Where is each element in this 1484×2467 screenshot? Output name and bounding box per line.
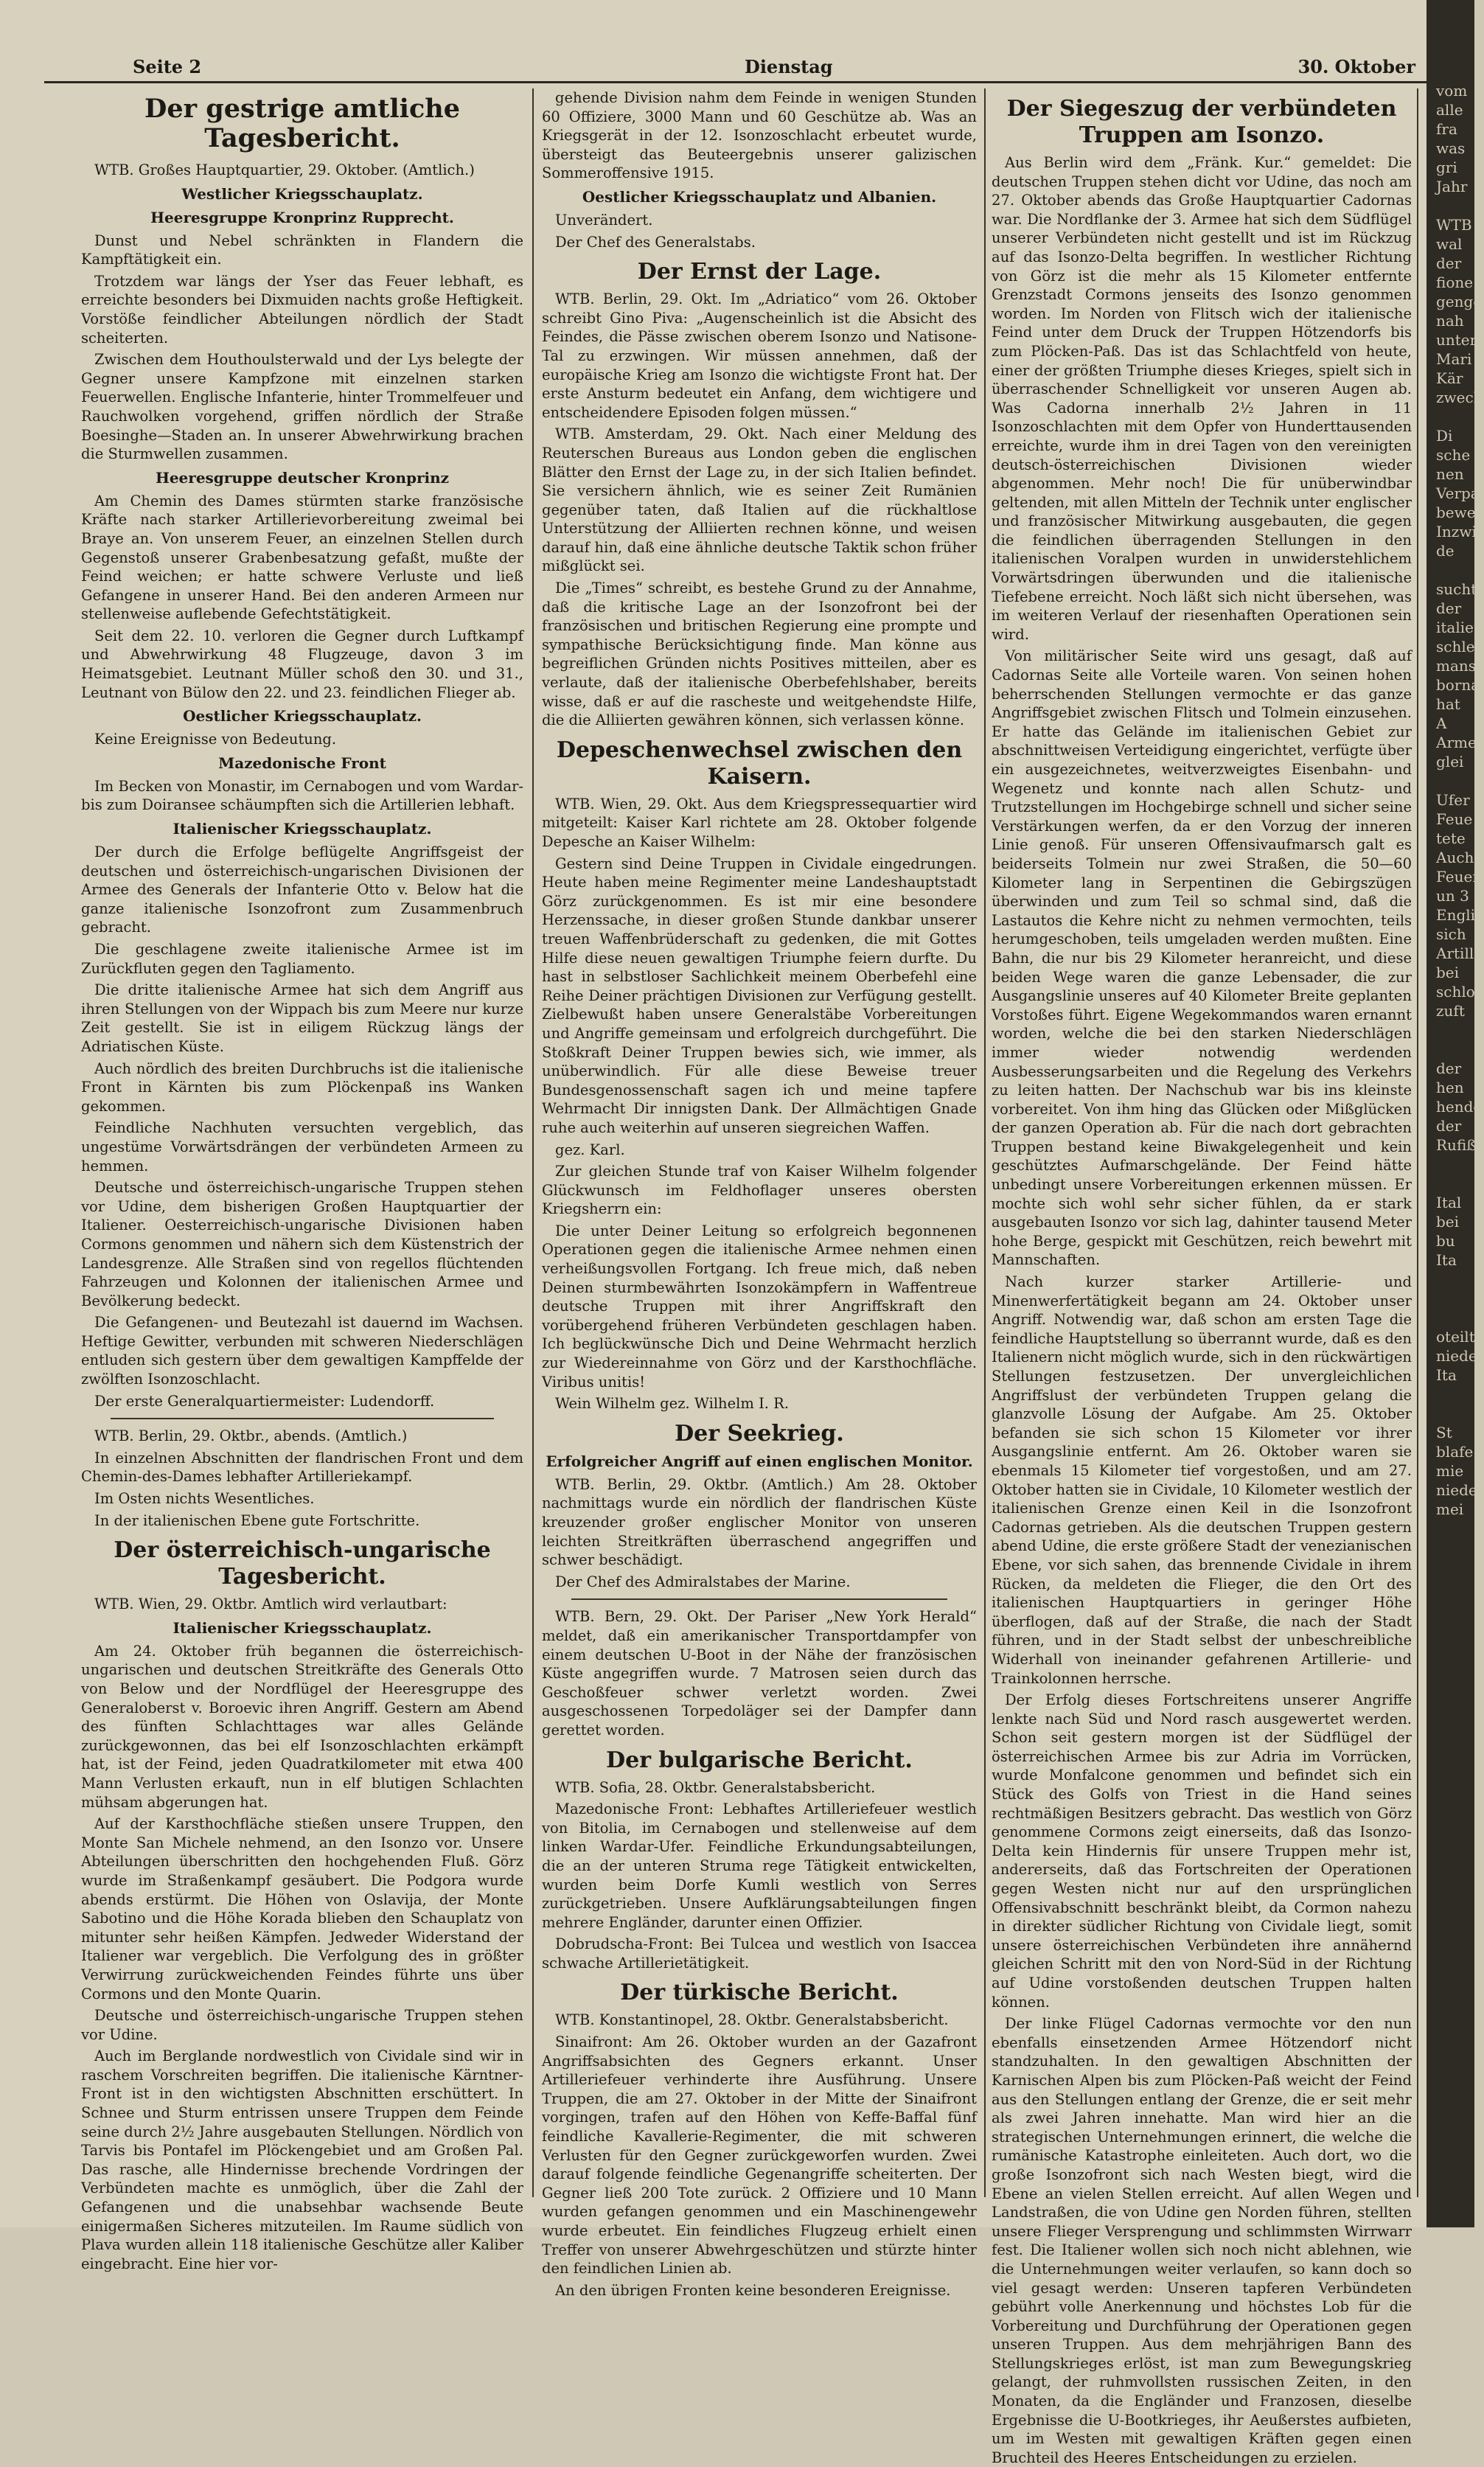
section-heading: Italienischer Kriegsschauplatz.	[173, 1618, 432, 1637]
column-2	[542, 88, 977, 2299]
paragraph: WTB. Wien, 29. Okt. Aus dem Kriegspressequartier wird mitgeteilt: Kaiser Karl richtete am 28. Oktober folgende Depesche an Kaiser Wilhelm:	[542, 795, 977, 850]
dateline: WTB. Berlin, 29. Oktbr., abends. (Amtlich.)	[94, 1427, 408, 1445]
subsection-heading: Erfolgreicher Angriff auf einen englischen Monitor.	[546, 1452, 973, 1470]
paragraph: Die „Times“ schreibt, es bestehe Grund zu der Annahme, daß die kritische Lage an der Isonzofront bei der französischen und britischen Regierung eine prompte und sympathische Berücksichtigung finde. Man könne aus begreiflichen Gründen nichts Positives mitteilen, aber es verlaute, daß der italienische Oberbefehlshaber, bereits wisse, daß er auf die rascheste und weitgehendste Hilfe, die die Alliierten gewähren können, sich verlassen könne.	[542, 580, 977, 729]
paragraph: Auf der Karsthochfläche stießen unsere Truppen, den Monte San Michele nehmend, an den Isonzo vor. Unsere Abteilungen überschritten den hochgehenden Fluß. Görz wurde im Straßenkampf gesäubert. Die Podgora wurde abends erstürmt. Die Höhen von Oslavija, der Monte Sabotino und die Höhe Korada blieben den Schauplatz von mitunter sehr heißen Kämpfen. Jedweder Widerstand der Italiener war vergeblich. Die Verfolgung des in größter Verwirrung zurückweichenden Feindes führte uns über Cormons und den Monte Quarin.	[81, 1815, 523, 2003]
paragraph: Auch nördlich des breiten Durchbruchs ist die italienische Front in Kärnten bis zum Plöckenpaß ins Wanken gekommen.	[81, 1059, 523, 1115]
subsection-heading: Heeresgruppe deutscher Kronprinz	[155, 468, 450, 487]
headline-naval-war: Der Seekrieg.	[675, 1420, 844, 1447]
paragraph: In einzelnen Abschnitten der flandrischen Front und dem Chemin-des-Dames lebhafter Artilleriekampf.	[81, 1449, 523, 1486]
paragraph: Zur gleichen Stunde traf von Kaiser Wilhelm folgender Glückwunsch im Feldhoflager unseres obersten Kriegsherrn ein:	[542, 1163, 977, 1218]
paragraph: Die unter Deiner Leitung so erfolgreich begonnenen Operationen gegen die italienische Armee nehmen einen verheißungsvollen Fortgang. Ich freue mich, daß neben Deinen sturmbewährten Isonzokämpfern in Waffentreue deutsche Truppen mit ihrer Angriffskraft den vorübergehend früheren Verbündeten geschlagen haben. Ich beglückwünsche Dich und Deine Wehrmacht herzlich zur Wiedereinnahme von Görz und der Karsthochfläche. Viribus unitis!	[542, 1222, 977, 1391]
headline-emperor-dispatches: Depeschenwechsel zwischen den Kaisern.	[556, 737, 963, 790]
paragraph: Feindliche Nachhuten versuchten vergeblich, das ungestüme Vorwärtsdrängen der verbündeten Armeen zu hemmen.	[81, 1119, 523, 1175]
column-3	[992, 88, 1412, 2466]
paragraph: gehende Division nahm dem Feinde in wenigen Stunden 60 Offiziere, 3000 Mann und 60 Geschütze ab. Was an Kriegsgerät in der 12. Isonzoschlacht erbeutet wurde, übersteigt das Beuteergebnis unserer galizischen Sommeroffensive 1915.	[542, 89, 977, 182]
divider	[111, 1418, 494, 1419]
headline-seriousness: Der Ernst der Lage.	[637, 259, 882, 285]
paragraph: WTB. Berlin, 29. Oktbr. (Amtlich.) Am 28. Oktober nachmittags wurde ein nördlich der flandrischen Küste kreuzender großer englischer Monitor von unseren leichten Streitkräften überraschend angegriffen und schwer beschädigt.	[542, 1475, 977, 1569]
column-rule	[1417, 88, 1418, 2197]
dateline: WTB. Sofia, 28. Oktbr. Generalstabsbericht.	[555, 1778, 876, 1796]
signature: Der Chef des Admiralstabes der Marine.	[555, 1573, 851, 1590]
paragraph: Die dritte italienische Armee hat sich dem Angriff aus ihren Stellungen von der Wippach bis zum Meere nur kurze Zeit gestellt. Sie ist in eiligem Rückzug längs der Adriatischen Küste.	[81, 981, 523, 1055]
signature: Der erste Generalquartiermeister: Ludendorff.	[94, 1392, 435, 1410]
paragraph: Am 24. Oktober früh begannen die österreichisch-ungarischen und deutschen Streitkräfte des Generals Otto von Below und der Nordflügel der Heeresgruppe des Generaloberst v. Boroevic ihren Angriff. Gestern am Abend des fünften Schlachttages war alles Gelände zurückgewonnen, das bei elf Isonzoschlachten erkämpft hat, ist der Feind, jeden Quadratkilometer mit etwa 400 Mann Verlusten erkauft, nun in elf blutigen Schlachten mühsam abgerungen hat.	[81, 1642, 523, 1811]
page-number: Seite 2	[133, 56, 202, 77]
paragraph: Im Becken von Monastir, im Cernabogen und vom Wardar- bis zum Doiransee schäumpften sich die Artillerien lebhaft.	[81, 777, 523, 814]
paragraph: Der durch die Erfolge beflügelte Angriffsgeist der deutschen und österreichisch-ungarischen Divisionen der Armee des Generals der Infanterie Otto v. Below hat die ganze italienische Isonzofront zum Zusammenbruch gebracht.	[81, 843, 523, 936]
section-heading: Italienischer Kriegsschauplatz.	[173, 820, 432, 838]
paragraph: Keine Ereignisse von Bedeutung.	[94, 731, 337, 748]
column-1	[81, 88, 523, 2272]
paragraph: Sinaifront: Am 26. Oktober wurden an der Gazafront Angriffsabsichten des Gegners erkannt. Unser Artilleriefeuer verhinderte ihre Ausführung. Unsere Truppen, die am 27. Oktober in der Mitte der Sinaifront vorgingen, trafen auf den Höhen von Keffe-Baffal fünf feindliche Kavallerie-Regimenter, die mit schweren Verlusten für den Gegner zurückgeworfen wurden. Zwei darauf folgende feindliche Gegenangriffe scheiterten. Der Gegner ließ 200 Tote zurück. 2 Offiziere und 10 Mann wurden gefangen genommen und ein Maschinengewehr wurde erbeutet. Ein feindliches Flugzeug erhielt einen Treffer von unserer Abwehrgeschützen und stürzte hinter den feindlichen Linien ab.	[542, 2033, 977, 2278]
headline-bulgarian-report: Der bulgarische Bericht.	[606, 1747, 913, 1773]
section-heading: Oestlicher Kriegsschauplatz und Albanien.	[582, 187, 937, 206]
paragraph: Auch im Berglande nordwestlich von Cividale sind wir in raschem Vorschreiten begriffen. Die italienische Kärntner-Front ist in den wichtigsten Abschnitten erschüttert. In Schnee und Sturm entrissen unsere Truppen dem Feinde seine durch 2½ Jahre ausgebauten Stellungen. Nördlich von Tarvis bis Pontafel im Plöckengebiet und am Großen Pal. Das rasche, alle Hindernisse brechende Vordringen der Verbündeten machte es unmöglich, über die Zahl der Gefangenen und die unabsehbar wachsende Beute einigermaßen Sicheres mitzuteilen. Im Raume südlich von Plava wurden allein 118 italienische Geschütze aller Kaliber eingebracht. Eine hier vor-	[81, 2047, 523, 2272]
dateline: WTB. Großes Hauptquartier, 29. Oktober. (Amtlich.)	[94, 161, 475, 178]
paragraph: Der Erfolg dieses Fortschreitens unserer Angriffe lenkte nach Süd und Nord rasch ausgewertet werden. Schon seit gestern morgen ist der Südflügel der österreichischen Armee bis zur Adria im Vorrücken, wurde Monfalcone genommen und befindet sich ein Stück des Golfs von Triest in die Hand seines rechtmäßigen Besitzers gebracht. Das westlich von Görz genommene Cormons zeigt einerseits, daß das Isonzo-Delta kein Hindernis für unsere Truppen mehr ist, andererseits, daß das Fortschreiten der Operationen gegen Westen nicht nur auf den ursprünglichen Offensivabschnitt beschränkt bleibt, da Cormon nahezu in direkter südlicher Richtung von Cividale liegt, somit unsere österreichischen Verbündeten ihre annähernd gleichen Schritt mit den von Nord-Süd in der Richtung auf Udine vorstoßenden deutschen Truppen halten können.	[992, 1691, 1412, 2011]
section-heading: Mazedonische Front	[218, 754, 386, 772]
paragraph: Dobrudscha-Front: Bei Tulcea und westlich von Isaccea schwache Artillerietätigkeit.	[542, 1935, 977, 1972]
headline-victory-march: Der Siegeszug der verbündeten Truppen am Isonzo.	[1006, 96, 1397, 148]
page-header	[44, 52, 1430, 83]
paragraph: Unverändert.	[555, 211, 653, 229]
paragraph: Deutsche und österreichisch-ungarische Truppen stehen vor Udine, dem bisherigen Großen Hauptquartier der Italiener. Oesterreichisch-ungarische Divisionen haben Cormons genommen und nähern sich dem Küstenstrich der Landesgrenze. Alle Straßen sind von regellos flüchtenden Fahrzeugen und Kolonnen der italienischen Armee und Bevölkerung bedeckt.	[81, 1179, 523, 1309]
paragraph: An den übrigen Fronten keine besonderen Ereignisse.	[555, 2281, 951, 2299]
paragraph: In der italienischen Ebene gute Fortschritte.	[94, 1511, 420, 1529]
issue-date: 30. Oktober	[1297, 56, 1415, 77]
adjacent-page-fragment: vom alle fra was gri Jahr WTB wal der fione genge nah unter Mari Kär zweck Di sche nen Verpa bewe Inzwi de sucht der italien schle mans borna hat A Arme glei Ufer Feue tete Auch Feuer un 3 Engli sich Artille bei schlo zuft der hen hende der Rufiß Ital bei bu Ita oteilt nieder Ita St blafe mie nieder mei	[1436, 82, 1484, 1518]
paragraph: WTB. Bern, 29. Okt. Der Pariser „New York Herald“ meldet, daß ein amerikanischer Transportdampfer von einem deutschen U-Boot in der Nähe der französischen Küste angegriffen wurde. 7 Matrosen seien durch das Geschoßfeuer schwer verletzt worden. Zwei ausgeschossenen Torpedoläger sei der Dampfer dann gerettet worden.	[542, 1608, 977, 1739]
headline-turkish-report: Der türkische Bericht.	[620, 1980, 899, 2006]
signature: gez. Karl.	[555, 1141, 625, 1158]
paragraph: Gestern sind Deine Truppen in Cividale eingedrungen. Heute haben meine Regimenter meine Landeshauptstadt Görz zurückgenommen. Es ist mir eine besondere Herzenssache, in dieser großen Stunde dankbar unserer treuen Waffenbrüderschaft zu gedenken, die mit Gottes Hilfe diese neuen gewaltigen Triumphe feiern durfte. Du hast in selbstloser Sachlichkeit meinem Oberbefehl eine Reihe Deiner prächtigen Divisionen zur Verfügung gestellt. Zielbewußt haben unsere Generalstäbe Vorbereitungen und Angriffe gemeinsam und erfolgreich durchgeführt. Die Stoßkraft Deiner Truppen bewies sich, wie immer, als unüberwindlich. Für alle diese Beweise treuer Bundesgenossenschaft sagen ich und meine tapfere Wehrmacht Dir innigsten Dank. Der Allmächtigen Gnade ruhe auch weiterhin auf unseren siegreichen Waffen.	[542, 855, 977, 1136]
paragraph: Trotzdem war längs der Yser das Feuer lebhaft, es erreichte besonders bei Dixmuiden nachts große Heftigkeit. Vorstöße feindlicher Abteilungen nördlich der Stadt scheiterten.	[81, 272, 523, 347]
paragraph: WTB. Amsterdam, 29. Okt. Nach einer Meldung des Reuterschen Bureaus aus London geben die englischen Blätter den Ernst der Lage zu, in der sich Italien befindet. Sie versichern ähnlich, wie es seiner Zeit Rumänien gegenüber taten, daß Italien auf die rückhaltlose Unterstützung der Alliierten rechnen könne, und weisen darauf hin, daß eine ähnliche deutsche Taktik schon früher mißglückt sei.	[542, 425, 977, 575]
paragraph: Die Gefangenen- und Beutezahl ist dauernd im Wachsen. Heftige Gewitter, verbunden mit schweren Niederschlägen entluden sich gestern über dem gewaltigen Kampffelde der zwölften Isonzoschlacht.	[81, 1314, 523, 1388]
section-heading: Westlicher Kriegsschauplatz.	[181, 184, 423, 203]
headline-austro-hungarian-report: Der österreichisch-ungarische Tagesbericht.	[114, 1537, 491, 1590]
signature: Der Chef des Generalstabs.	[555, 233, 756, 251]
divider	[571, 1598, 947, 1600]
dateline: WTB. Wien, 29. Oktbr. Amtlich wird verlautbart:	[94, 1596, 447, 1613]
paragraph: Dunst und Nebel schränkten in Flandern die Kampftätigkeit ein.	[81, 232, 523, 268]
paragraph: Seit dem 22. 10. verloren die Gegner durch Luftkampf und Abwehrwirkung 48 Flugzeuge, davon 3 im Heimatsgebiet. Leutnant Müller schoß den 30. und 31., Leutnant von Bülow den 22. und 23. feindlichen Flieger ab.	[81, 627, 523, 701]
paragraph: WTB. Berlin, 29. Okt. Im „Adriatico“ vom 26. Oktober schreibt Gino Piva: „Augenscheinlich ist die Absicht des Feindes, die Pässe zwischen oberem Isonzo und Natisone-Tal zu erzwingen. Wir müssen annehmen, daß der europäische Krieg am Isonzo die wichtigste Front hat. Der erste Ansturm bedeutet ein Anfang, dem wichtigere und entscheidendere Episoden folgen müssen.“	[542, 290, 977, 421]
dateline: WTB. Konstantinopel, 28. Oktbr. Generalstabsbericht.	[555, 2011, 949, 2029]
section-heading: Oestlicher Kriegsschauplatz.	[183, 707, 422, 726]
paragraph: Mazedonische Front: Lebhaftes Artilleriefeuer westlich von Bitolia, im Cernabogen und stellenweise auf dem linken Wardar-Ufer. Feindliche Erkundungsabteilungen, die an der unteren Struma rege Tätigkeit entwickelten, wurden beim Dorfe Kumli westlich von Serres zurückgetrieben. Unsere Aufklärungsabteilungen fingen mehrere Engländer, darunter einen Offizier.	[542, 1800, 977, 1931]
subsection-heading: Heeresgruppe Kronprinz Rupprecht.	[150, 208, 454, 226]
paragraph: Aus Berlin wird dem „Fränk. Kur.“ gemeldet: Die deutschen Truppen stehen dicht vor Udine, das noch am 27. Oktober abends das Große Hauptquartier Cadornas war. Die Nordflanke der 3. Armee hat sich dem Südflügel unserer Verbündeten nicht gestellt und ist im Rückzug auf das Isonzo-Delta begriffen. In westlicher Richtung von Görz ist die mehr als 15 Kilometer entfernte Grenzstadt Cormons jenseits des Isonzo genommen worden. Im Norden von Flitsch wich der italienische Feind unter dem Druck der Truppen Hötzendorfs bis zum Plöcken-Paß. Das ist das Schlachtfeld von heute, einer der größten Triumphe dieses Krieges, spielt sich in überraschender Schnelligkeit vor unseren Augen ab. Was Cadorna innerhalb 2½ Jahren in 11 Isonzoschlachten mit dem Opfer von Hunderttausenden erreichte, wurde ihm in drei Tagen von den vereinigten deutsch-österreichischen Divisionen wieder abgenommen. Mehr noch! Die für unüberwindbar geltenden, mit allen Mitteln der Technik unter englischer und französischer Mitwirkung ausgebauten, die gegen die feindlichen überragenden Stellungen in den italienischen Voralpen wurden in unwiderstehlichem Vorwärtsdringen überwunden und die italienische Tiefebene erreicht. Noch läßt sich nicht übersehen, was im weiteren Verlauf der riesenhaften Operationen sein wird.	[992, 154, 1412, 643]
paragraph: Von militärischer Seite wird uns gesagt, daß auf Cadornas Seite alle Vorteile waren. Von seinen hohen beherrschenden Stellungen vermochte er das ganze Angriffsgebiet zwischen Flitsch und Tolmein einzusehen. Er hatte das Gelände im italienischen Gebiet zur abschnittweisen Verteidigung eingerichtet, verfügte über ein ausgezeichnetes, weitverzweigtes Eisenbahn- und Wegenetz und konnte nach allen Schutz- und Trutzstellungen im Hochgebirge schnell und sicher seine Verstärkungen werfen, da er den Vorzug der inneren Linie genoß. Für unseren Offensivaufmarsch galt es beiderseits Tolmein nur zwei Straßen, die 50—60 Kilometer lang in Serpentinen die Gebirgszügen überwinden und zum Teil so schmal sind, daß die Lastautos die Kehre nicht zu nehmen vermochten, teils herumgeschoben, teils umgeladen werden mußten. Eine Bahn, die nur bis 29 Kilometer heranreicht, und diese beiden Wege waren die ganze Lebensader, die zur Ausgangslinie unseres auf 40 Kilometer Breite geplanten Vorstoßes führt. Eigene Wegekommandos waren ernannt worden, welche die bei den starken Niederschlägen immer wieder notwendig werdenden Ausbesserungsarbeiten und die Regelung des Verkehrs zu leiten hatten. Der Nachschub war bis ins kleinste vorbereitet. Von ihm hing das Glücken oder Mißglücken der ganzen Operation ab. Für die nach dort gebrachten Truppen bestand keine Biwakgelegenheit und kein geschütztes Aufmarschgelände. Der Feind hätte unbedingt unsere Vorbereitungen erkennen müssen. Er mochte sich wohl sehr sicher fühlen, da er stark ausgebauten Isonzo vor sich lag, dahinter tausend Meter hohe Berge, gespickt mit Geschützen, reich bewehrt mit Mannschaften.	[992, 647, 1412, 1269]
column-rule	[984, 88, 986, 2197]
paragraph: Zwischen dem Houthoulsterwald und der Lys belegte der Gegner unsere Kampfzone mit einzelnen starken Feuerwellen. Englische Infanterie, hinter Trommelfeuer und Rauchwolken vorgehend, griffen nördlich der Straße Boesinghe—Staden an. In unserer Abwehrwirkung brachen die Sturmwellen zusammen.	[81, 351, 523, 463]
paragraph: Nach kurzer starker Artillerie- und Minenwerfertätigkeit begann am 24. Oktober unser Angriff. Notwendig war, daß schon am ersten Tage die feindliche Hauptstellung so überrannt wurde, daß es den Italienern nicht möglich wurde, sich in den rückwärtigen Stellungen festzusetzen. Der unvergleichlichen Angriffslust der verbündeten Truppen gelang die glanzvolle Lösung der Aufgabe. Am 25. Oktober befanden sie sich schon 15 Kilometer vor ihrer Ausgangslinie entfernt. Am 26. Oktober waren sie ebenmals 15 Kilometer tief vorgestoßen, und am 27. Oktober hatten sie in Cividale, 10 Kilometer westlich der italienischen Grenze einen Keil in die Isonzofront Cadornas getrieben. Als die deutschen Truppen gestern abend Udine, die erste größere Stadt der venezianischen Ebene, vor sich sahen, das brennende Cividale in ihrem Rücken, da meldeten die Flieger, die den Ort des italienischen Hauptquartiers in geringer Höhe überflogen, daß auf der Straße, die nach der Stadt führen, und in der Stadt selbst der unbeschreibliche Widerhall von ineinander gefahrenen Artillerie- und Trainkolonnen herrsche.	[992, 1273, 1412, 1687]
paragraph: Im Osten nichts Wesentliches.	[94, 1490, 315, 1508]
weekday: Dienstag	[745, 56, 833, 77]
paragraph: Die geschlagene zweite italienische Armee ist im Zurückfluten gegen den Tagliamento.	[81, 941, 523, 977]
paragraph: Der linke Flügel Cadornas vermochte vor den nun ebenfalls einsetzenden Armee Hötzendorf nicht standzuhalten. In den gewaltigen Abschnitten der Karnischen Alpen bis zum Plöcken-Paß weicht der Feind aus den Stellungen entlang der Grenze, die er seit mehr als zwei Jahren innehatte. Man wird hier an die strategischen Unternehmungen erinnert, die welche die rumänische Katastrophe einleiteten. Auch dort, wo die große Isonzofront sich nach Westen biegt, wird die Ebene an vielen Stellen erreicht. Auf allen Wegen und Landstraßen, die von Udine gen Norden führen, stellten unsere Flieger Versprengung und schlimmsten Wirrwarr fest. Die Italiener wollen sich noch nicht ablehnen, wie die Unternehmungen weiter verlaufen, so kann doch so viel gesagt werden: Unseren tapferen Verbündeten gebührt volle Anerkennung und höchstes Lob für die Vorbereitung und Durchführung der Operationen gegen unseren Truppen. Aus dem mehrjährigen Bann des Stellungskrieges erlöst, ist man zum Bewegungskrieg gelangt, der ruhmvollsten russischen Zeiten, in den Monaten, da die Engländer und Franzosen, dieselbe Ergebnisse die U-Bootkrieges, ihr Aeußerstes aufbieten, um im Westen mit gewaltigen Kräften gegen einen Bruchteil des Heeres Entscheidungen zu erzielen.	[992, 2015, 1412, 2466]
headline-official-report: Der gestrige amtliche Tagesbericht.	[144, 94, 460, 153]
paragraph: Deutsche und österreichisch-ungarische Truppen stehen vor Udine.	[81, 2007, 523, 2043]
signature: Wein Wilhelm gez. Wilhelm I. R.	[555, 1395, 790, 1413]
paragraph: Am Chemin des Dames stürmten starke französische Kräfte nach starker Artillerievorbereitung zweimal bei Braye an. Von unserem Feuer, an einzelnen Stellen durch Gegenstoß unserer Grabenbesatzung gefaßt, mußte der Feind weichen; er hatte schwere Verluste und ließ Gefangene in unserer Hand. Bei den anderen Armeen nur stellenweise auflebende Gefechtstätigkeit.	[81, 492, 523, 623]
column-rule	[532, 88, 534, 2197]
